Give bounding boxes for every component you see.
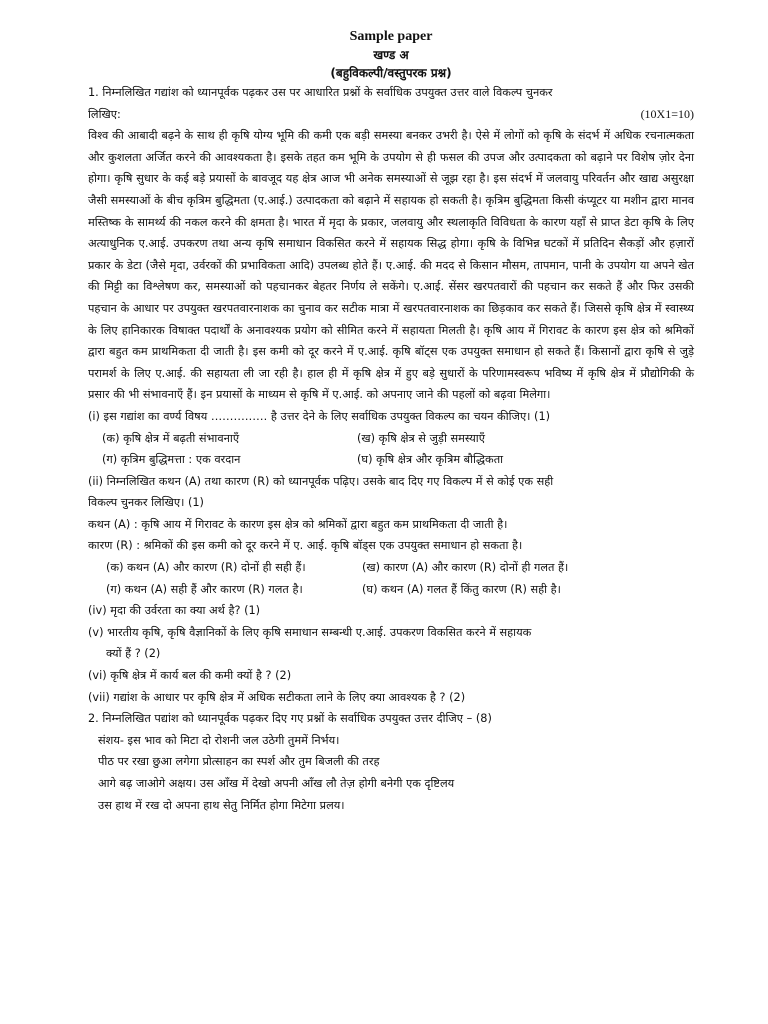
sub-ii-option-b: (ख) कारण (A) और कारण (R) दोनों ही गलत हैं। [362, 561, 569, 575]
section-heading: खण्ड अ [373, 48, 409, 62]
q1-instruction-end: लिखिए: [88, 107, 121, 121]
poem-line-2: पीठ पर रखा छुआ लगेगा प्रोत्साहन का स्पर्श और तुम बिजली की तरह [98, 755, 380, 769]
q1-sub-i: (i) इस गद्यांश का वर्ण्य विषय …………… है उत्तर देने के लिए सर्वाधिक उपयुक्त विकल्प का चयन कीजिए। (1) [88, 409, 551, 423]
sub-i-options [88, 428, 694, 471]
q1-sub-ii-line2: विकल्प चुनकर लिखिए। (1) [88, 496, 204, 510]
sub-ii-option-a: (क) कथन (A) और कारण (R) दोनों ही सही हैं। [106, 561, 306, 575]
sub-i-option-c: (ग) कृत्रिम बुद्धिमत्ता : एक वरदान [102, 453, 241, 467]
q1-sub-vi: (vi) कृषि क्षेत्र में कार्य बल की कमी क्यों है ? (2) [88, 669, 292, 683]
sub-ii-option-d: (घ) कथन (A) गलत हैं किंतु कारण (R) सही है। [362, 582, 561, 596]
q1-passage: विश्व की आबादी बढ़ने के साथ ही कृषि योग्य भूमि की कमी एक बड़ी समस्या बनकर उभरी है। ऐसे में लोगों को कृषि के संदर्भ में अधिक रचनात्मकता और कुशलता अर्जित करने की आवश्यकता है। इसके तहत कम भूमि के उपयोग से ही फसल की उपज और उत्पादकता को बढ़ाने पर विशेष ज़ोर देना होगा। कृषि सुधार के कई बड़े प्रयासों के बावजूद यह क्षेत्र आज भी अनेक समस्याओं से जूझ रहा है। इस संदर्भ में जलवायु परिवर्तन और खाद्य असुरक्षा जैसी समस्याओं के बीच कृत्रिम बुद्धिमता (ए.आई.) उत्पादकता को बढ़ाने में सहायक हो सकती है। कृत्रिम बुद्धिमता किसी कंप्यूटर या मशीन द्वारा मानव मस्तिष्क के सामर्थ्य की नकल करने की क्षमता है। भारत में मृदा के प्रकार, जलवायु और स्थलाकृति विविधता के कारण यहाँ से प्राप्त डेटा कृषि के लिए अत्याधुनिक ए.आई. उपकरण तथा अन्य कृषि समाधान विकसित करने में सहायक सिद्ध होगा। कृषि के विभिन्न घटकों में प्रतिदिन सैकड़ों और हज़ारों प्रकार के डेटा (जैसे मृदा, उर्वरकों की प्रभाविकता आदि) उपलब्ध होते हैं। ए.आई. की मदद से किसान मौसम, तापमान, पानी के उपयोग या अपने खेत की मिट्टी का विश्लेषण कर, समस्याओं को पहचानकर बेहतर निर्णय ले सकेंगे। ए.आई. सेंसर खरपतवारों की पहचान कर सकते हैं और फिर उसकी पहचान के आधार पर उपयुक्त खरपतवारनाशक का चुनाव कर सटीक मात्रा में खरपतवारनाशक का छिड़काव कर सकते हैं। जिससे कृषि क्षेत्र में स्वास्थ्य के लिए हानिकारक विषाक्त पदार्थों के अनावश्यक प्रयोग को सीमित करने में सहायता मिलती है। कृषि आय में गिरावट के कारण इस क्षेत्र को श्रमिकों द्वारा बहुत कम प्राथमिकता दी जाती है। इस कमी को दूर करने में ए.आई. कृषि बॉट्स एक उपयुक्त समाधान हो सकते हैं। किसानों द्वारा कृषि से जुड़े परामर्श के लिए ए.आई. की सहायता ली जा रही है। हाल ही में कृषि क्षेत्र में हुए बड़े सुधारों के परिणामस्वरूप भविष्य में कृषि क्षेत्र में प्रौद्योगिकी के प्रसार की भी संभावनाएँ हैं। इन प्रयासों के माध्यम से कृषि में ए.आई. को अपनाए जाने की पहलों को बढ़वा मिलेगा। [88, 129, 694, 402]
q2-instruction: 2. निम्नलिखित पद्यांश को ध्यानपूर्वक पढ़कर दिए गए प्रश्नों के सर्वाधिक उपयुक्त उत्तर दीजिए – (8) [88, 712, 492, 726]
q1-sub-ii-line1: (ii) निम्नलिखित कथन (A) तथा कारण (R) को ध्यानपूर्वक पढ़िए। उसके बाद दिए गए विकल्प में से कोई एक सही [88, 474, 554, 488]
sub-ii-options [88, 557, 694, 600]
statement-a: कथन (A) : कृषि आय में गिरावट के कारण इस क्षेत्र को श्रमिकों द्वारा बहुत कम प्राथमिकता दी जाती है। [88, 517, 508, 531]
q1-marks: (10X1=10) [640, 106, 694, 121]
sub-i-option-a: (क) कृषि क्षेत्र में बढ़ती संभावनाएँ [102, 431, 240, 445]
poem-line-3: आगे बढ़ जाओगे अक्षय। उस आँख में देखो अपनी आँख लौ तेज़ होगी बनेगी एक दृष्टिलय [98, 777, 455, 790]
q1-sub-v-line1: (v) भारतीय कृषि, कृषि वैज्ञानिकों के लिए कृषि समाधान सम्बन्धी ए.आई. उपकरण विकसित करने में सहायक [88, 625, 532, 639]
section-subtitle: (बहुविकल्पी/वस्तुपरक प्रश्न) [330, 66, 452, 80]
q1-sub-vii: (vii) गद्यांश के आधार पर कृषि क्षेत्र में अधिक सटीकता लाने के लिए क्या आवश्यक है ? (2) [88, 690, 466, 704]
q1-sub-iv: (iv) मृदा की उर्वरता का क्या अर्थ है? (1) [88, 604, 261, 618]
poem-line-4: उस हाथ में रख दो अपना हाथ सेतु निर्मित होगा मिटेगा प्रलय। [98, 798, 345, 812]
reason-r: कारण (R) : श्रमिकों की इस कमी को दूर करने में ए. आई. कृषि बॉड्स एक उपयुक्त समाधान हो सकता है। [88, 539, 523, 553]
sub-i-option-d: (घ) कृषि क्षेत्र और कृत्रिम बौद्धिकता [357, 453, 504, 467]
poem-line-1: संशय- इस भाव को मिटा दो रोशनी जल उठेगी तुममें निर्भय। [98, 733, 340, 747]
q1-instruction-line1: 1. निम्नलिखित गद्यांश को ध्यानपूर्वक पढ़कर उस पर आधारित प्रश्नों के सर्वाधिक उपयुक्त उत्तर वाले विकल्प चुनकर [88, 86, 553, 99]
sub-i-option-b: (ख) कृषि क्षेत्र से जुड़ी समस्याएँ [357, 431, 485, 445]
paper-title: Sample paper [349, 29, 433, 44]
q1-instruction-line2 [88, 104, 694, 126]
sub-ii-option-c: (ग) कथन (A) सही हैं और कारण (R) गलत है। [106, 582, 303, 596]
q1-sub-v-line2: क्यों हैं ? (2) [106, 647, 161, 661]
